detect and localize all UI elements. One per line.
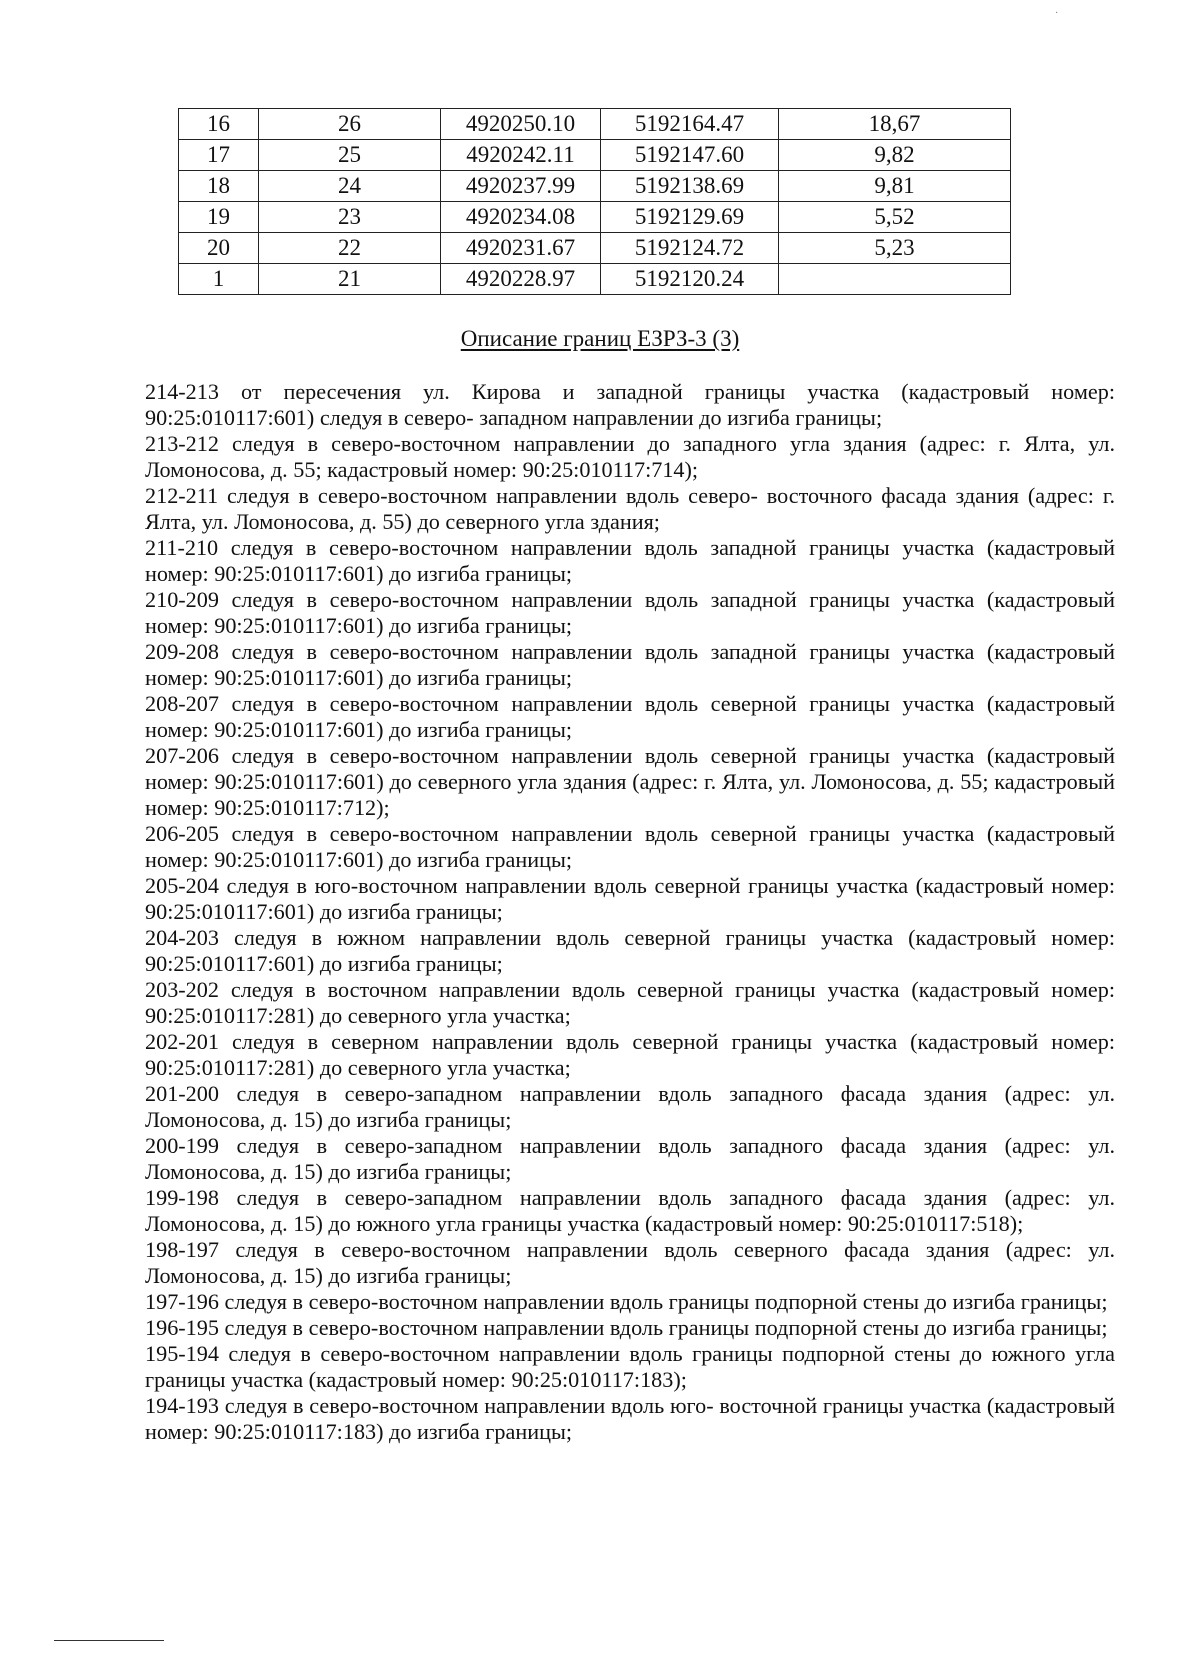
list-item: 199-198 следуя в северо-западном направлении вдоль западного фасада здания (адрес: ул. Ломоносова, д. 15) до южного угла границы участка (кадастровый номер: 90:25:010117:518); xyxy=(145,1185,1115,1236)
list-item: 213-212 следуя в северо-восточном направлении до западного угла здания (адрес: г. Ялта, ул. Ломоносова, д. 55; кадастровый номер: 90:25:010117:714); xyxy=(145,431,1115,482)
table-row xyxy=(179,171,1011,202)
table-cell: 4920231.67 xyxy=(441,233,601,264)
table-cell: 4920250.10 xyxy=(441,109,601,140)
list-item: 211-210 следуя в северо-восточном направлении вдоль западной границы участка (кадастровый номер: 90:25:010117:601) до изгиба границы; xyxy=(145,535,1115,586)
table-cell: 25 xyxy=(259,140,441,171)
table-row xyxy=(179,233,1011,264)
list-item: 197-196 следуя в северо-восточном направлении вдоль границы подпорной стены до изгиба границы; xyxy=(145,1289,1108,1314)
coordinates-table xyxy=(178,108,1011,295)
table-cell: 23 xyxy=(259,202,441,233)
list-item: 206-205 следуя в северо-восточном направлении вдоль северной границы участка (кадастровый номер: 90:25:010117:601) до изгиба границы; xyxy=(145,821,1115,872)
table-cell: 18 xyxy=(179,171,259,202)
section-heading xyxy=(0,326,1200,352)
table-row xyxy=(179,109,1011,140)
list-item: 196-195 следуя в северо-восточном направлении вдоль границы подпорной стены до изгиба границы; xyxy=(145,1315,1108,1340)
list-item: 195-194 следуя в северо-восточном направлении вдоль границы подпорной стены до южного угла границы участка (кадастровый номер: 90:25:010117:183); xyxy=(145,1341,1115,1392)
table-cell: 19 xyxy=(179,202,259,233)
table-cell: 20 xyxy=(179,233,259,264)
section-heading-text: Описание границ ЕЗРЗ-3 (3) xyxy=(460,326,740,351)
table-cell: 4920234.08 xyxy=(441,202,601,233)
table-cell: 16 xyxy=(179,109,259,140)
list-item: 201-200 следуя в северо-западном направлении вдоль западного фасада здания (адрес: ул. Ломоносова, д. 15) до изгиба границы; xyxy=(145,1081,1115,1132)
list-item: 214-213 от пересечения ул. Кирова и западной границы участка (кадастровый номер: 90:25:010117:601) следуя в северо- западном направлении до изгиба границы; xyxy=(145,379,1115,430)
list-item: 198-197 следуя в северо-восточном направлении вдоль северного фасада здания (адрес: ул. Ломоносова, д. 15) до изгиба границы; xyxy=(145,1237,1115,1288)
list-item: 207-206 следуя в северо-восточном направлении вдоль северной границы участка (кадастровый номер: 90:25:010117:601) до северного угла здания (адрес: г. Ялта, ул. Ломоносова, д. 55; кадастровый номер: 90:25:010117:712); xyxy=(145,743,1115,820)
table-row xyxy=(179,202,1011,233)
table-cell: 5,52 xyxy=(779,202,1011,233)
list-item: 202-201 следуя в северном направлении вдоль северной границы участка (кадастровый номер: 90:25:010117:281) до северного угла участка; xyxy=(145,1029,1115,1080)
table-cell: 21 xyxy=(259,264,441,295)
table-cell: 5192138.69 xyxy=(601,171,779,202)
table-cell: 26 xyxy=(259,109,441,140)
table-cell: 5192124.72 xyxy=(601,233,779,264)
table-cell: 22 xyxy=(259,233,441,264)
list-item: 204-203 следуя в южном направлении вдоль северной границы участка (кадастровый номер: 90:25:010117:601) до изгиба границы; xyxy=(145,925,1115,976)
table-cell: 4920237.99 xyxy=(441,171,601,202)
list-item: 209-208 следуя в северо-восточном направлении вдоль западной границы участка (кадастровый номер: 90:25:010117:601) до изгиба границы; xyxy=(145,639,1115,690)
table-cell: 9,81 xyxy=(779,171,1011,202)
table-cell: 1 xyxy=(179,264,259,295)
table-cell: 5192129.69 xyxy=(601,202,779,233)
table-cell: 5192120.24 xyxy=(601,264,779,295)
table-cell: 5192164.47 xyxy=(601,109,779,140)
table-cell: 18,67 xyxy=(779,109,1011,140)
table-cell: 4920242.11 xyxy=(441,140,601,171)
table-cell: 24 xyxy=(259,171,441,202)
table-cell: 17 xyxy=(179,140,259,171)
list-item: 208-207 следуя в северо-восточном направлении вдоль северной границы участка (кадастровый номер: 90:25:010117:601) до изгиба границы; xyxy=(145,691,1115,742)
list-item: 205-204 следуя в юго-восточном направлении вдоль северной границы участка (кадастровый номер: 90:25:010117:601) до изгиба границы; xyxy=(145,873,1115,924)
table-cell xyxy=(779,264,1011,295)
table-row xyxy=(179,140,1011,171)
boundary-description xyxy=(145,379,1115,1445)
table-cell: 5192147.60 xyxy=(601,140,779,171)
scan-mark: · xyxy=(1055,8,1059,19)
list-item: 212-211 следуя в северо-восточном направлении вдоль северо- восточного фасада здания (адрес: г. Ялта, ул. Ломоносова, д. 55) до северного угла здания; xyxy=(145,483,1115,534)
table-cell: 5,23 xyxy=(779,233,1011,264)
footer-divider xyxy=(54,1640,164,1641)
list-item: 200-199 следуя в северо-западном направлении вдоль западного фасада здания (адрес: ул. Ломоносова, д. 15) до изгиба границы; xyxy=(145,1133,1115,1184)
table-row xyxy=(179,264,1011,295)
table-cell: 9,82 xyxy=(779,140,1011,171)
list-item: 203-202 следуя в восточном направлении вдоль северной границы участка (кадастровый номер: 90:25:010117:281) до северного угла участка; xyxy=(145,977,1115,1028)
list-item: 194-193 следуя в северо-восточном направлении вдоль юго- восточной границы участка (кадастровый номер: 90:25:010117:183) до изгиба границы; xyxy=(145,1393,1115,1444)
list-item: 210-209 следуя в северо-восточном направлении вдоль западной границы участка (кадастровый номер: 90:25:010117:601) до изгиба границы; xyxy=(145,587,1115,638)
table-cell: 4920228.97 xyxy=(441,264,601,295)
